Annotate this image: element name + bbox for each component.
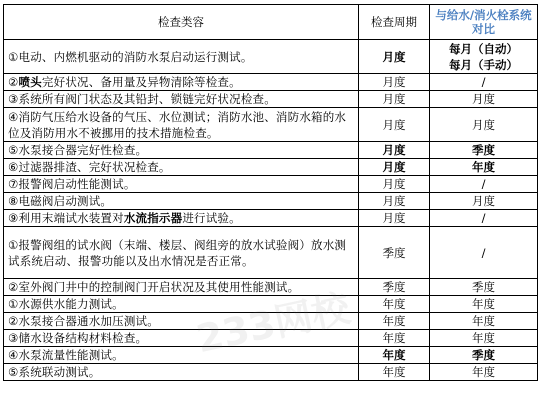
inspection-period: 年度 bbox=[359, 364, 430, 381]
table-row bbox=[4, 91, 538, 108]
item-number: ⑧ bbox=[8, 194, 19, 208]
item-emphasis: 水流指示器 bbox=[123, 211, 183, 225]
item-number: ② bbox=[8, 314, 19, 328]
inspection-item-text bbox=[8, 280, 299, 294]
item-number: ④ bbox=[8, 109, 19, 124]
item-text: 报警阀启动性能测试。 bbox=[18, 177, 136, 191]
inspection-item-text bbox=[8, 110, 346, 140]
system-compare: 季度 bbox=[430, 142, 538, 159]
inspection-period: 月度 bbox=[359, 159, 430, 176]
inspection-item-text bbox=[8, 177, 136, 191]
table-row bbox=[4, 210, 538, 227]
inspection-item-text bbox=[8, 331, 147, 345]
inspection-item-text bbox=[8, 143, 147, 157]
inspection-item bbox=[4, 210, 359, 227]
item-text-tail: 进行试验。 bbox=[182, 211, 241, 225]
header-compare: 与给水/消火栓系统对比 bbox=[430, 5, 538, 40]
inspection-item bbox=[4, 330, 359, 347]
item-emphasis: 喷头 bbox=[18, 75, 42, 89]
inspection-item-text bbox=[8, 160, 171, 174]
table-row bbox=[4, 193, 538, 210]
inspection-period: 月度 bbox=[359, 74, 430, 91]
inspection-period: 月度 bbox=[359, 40, 430, 74]
item-number: ② bbox=[8, 75, 19, 89]
table-row bbox=[4, 74, 538, 91]
table-row bbox=[4, 40, 538, 74]
inspection-item-text bbox=[8, 75, 241, 89]
item-number: ⑦ bbox=[8, 177, 19, 191]
inspection-period: 年度 bbox=[359, 313, 430, 330]
item-number: ⑤ bbox=[8, 365, 19, 379]
system-compare: 季度 bbox=[430, 347, 538, 364]
inspection-item bbox=[4, 108, 359, 142]
system-compare: 年度 bbox=[430, 313, 538, 330]
item-text: 储水设备结构材料检查。 bbox=[18, 331, 148, 345]
item-text: 水泵接合器通水加压测试。 bbox=[18, 314, 159, 328]
item-number: ① bbox=[8, 297, 19, 311]
inspection-item bbox=[4, 193, 359, 210]
inspection-item-text bbox=[8, 297, 124, 311]
inspection-item-text bbox=[8, 211, 241, 225]
inspection-period: 月度 bbox=[359, 193, 430, 210]
system-compare: 年度 bbox=[430, 296, 538, 313]
item-number: ④ bbox=[8, 348, 19, 362]
system-compare: / bbox=[430, 176, 538, 193]
inspection-item bbox=[4, 364, 359, 381]
system-compare: 年度 bbox=[430, 330, 538, 347]
inspection-item-text bbox=[8, 50, 253, 64]
inspection-item bbox=[4, 279, 359, 296]
inspection-period: 年度 bbox=[359, 347, 430, 364]
inspection-item bbox=[4, 227, 359, 279]
inspection-item-text bbox=[8, 194, 112, 208]
table-row bbox=[4, 364, 538, 381]
inspection-item-text bbox=[8, 348, 124, 362]
header-period: 检查周期 bbox=[359, 5, 430, 40]
system-compare: / bbox=[430, 74, 538, 91]
system-compare: 月度 bbox=[430, 108, 538, 142]
table-header-row bbox=[4, 5, 538, 40]
table-row bbox=[4, 227, 538, 279]
item-number: ③ bbox=[8, 92, 19, 106]
item-text: 水源供水能力测试。 bbox=[18, 297, 124, 311]
table-row bbox=[4, 313, 538, 330]
item-text: 系统联动测试。 bbox=[18, 365, 101, 379]
item-number: ① bbox=[8, 237, 19, 252]
watermark: 233网校 bbox=[192, 285, 354, 362]
inspection-item bbox=[4, 296, 359, 313]
item-number: ① bbox=[8, 49, 19, 64]
item-text: 消防气压给水设备的气压、水位测试；消防水池、消防水箱的水位及消防用水不被挪用的技术措施检查。 bbox=[8, 109, 347, 140]
table-row bbox=[4, 296, 538, 313]
inspection-item bbox=[4, 347, 359, 364]
inspection-period: 季度 bbox=[359, 279, 430, 296]
table-row bbox=[4, 279, 538, 296]
inspection-period: 月度 bbox=[359, 108, 430, 142]
inspection-period: 年度 bbox=[359, 296, 430, 313]
inspection-period: 季度 bbox=[359, 227, 430, 279]
item-text: 电动、内燃机驱动的消防水泵启动运行测试。 bbox=[18, 49, 253, 64]
item-number: ③ bbox=[8, 331, 19, 345]
item-text: 系统所有阀门状态及其铅封、锁链完好状况检查。 bbox=[18, 92, 276, 106]
item-number: ⑤ bbox=[8, 143, 19, 157]
system-compare: / bbox=[430, 227, 538, 279]
table-row bbox=[4, 176, 538, 193]
item-text: 过滤器排渣、完好状况检查。 bbox=[18, 160, 171, 174]
item-text: 水泵流量性能测试。 bbox=[18, 348, 124, 362]
inspection-item-text bbox=[8, 238, 346, 268]
table-body bbox=[4, 40, 538, 381]
inspection-item-text bbox=[8, 314, 159, 328]
item-text-tail: 完好状况、备用量及异物清除等检查。 bbox=[41, 75, 241, 89]
item-number: ② bbox=[8, 280, 19, 294]
system-compare: 季度 bbox=[430, 279, 538, 296]
inspection-item bbox=[4, 176, 359, 193]
inspection-item bbox=[4, 142, 359, 159]
inspection-period: 月度 bbox=[359, 210, 430, 227]
inspection-item bbox=[4, 313, 359, 330]
item-text: 水泵接合器完好性检查。 bbox=[18, 143, 148, 157]
item-text: 室外阀门井中的控制阀门开启状况及其使用性能测试。 bbox=[18, 280, 300, 294]
item-text: 电磁阀启动测试。 bbox=[18, 194, 113, 208]
system-compare: 每月（自动） 每月（手动） bbox=[430, 40, 538, 74]
inspection-period: 月度 bbox=[359, 142, 430, 159]
table-row bbox=[4, 108, 538, 142]
inspection-item-text bbox=[8, 92, 276, 106]
inspection-item bbox=[4, 91, 359, 108]
system-compare: 月度 bbox=[430, 193, 538, 210]
table-row bbox=[4, 142, 538, 159]
header-item: 检查类容 bbox=[4, 5, 359, 40]
system-compare: 年度 bbox=[430, 364, 538, 381]
inspection-table bbox=[3, 4, 538, 381]
table-row bbox=[4, 330, 538, 347]
inspection-item-text bbox=[8, 365, 100, 379]
item-text: 利用末端试水装置对 bbox=[18, 211, 124, 225]
system-compare: / bbox=[430, 210, 538, 227]
table-row bbox=[4, 347, 538, 364]
system-compare: 月度 bbox=[430, 91, 538, 108]
inspection-period: 月度 bbox=[359, 176, 430, 193]
item-text: 报警阀组的试水阀（末端、楼层、阀组旁的放水试验阀）放水测试系统启动、报警功能以及出水情况是否正常。 bbox=[8, 237, 347, 268]
inspection-period: 年度 bbox=[359, 330, 430, 347]
table-row bbox=[4, 159, 538, 176]
inspection-period: 月度 bbox=[359, 91, 430, 108]
inspection-item bbox=[4, 40, 359, 74]
inspection-item bbox=[4, 74, 359, 91]
item-number: ⑥ bbox=[8, 160, 19, 174]
system-compare: 年度 bbox=[430, 159, 538, 176]
inspection-item bbox=[4, 159, 359, 176]
item-number: ⑨ bbox=[8, 211, 19, 225]
